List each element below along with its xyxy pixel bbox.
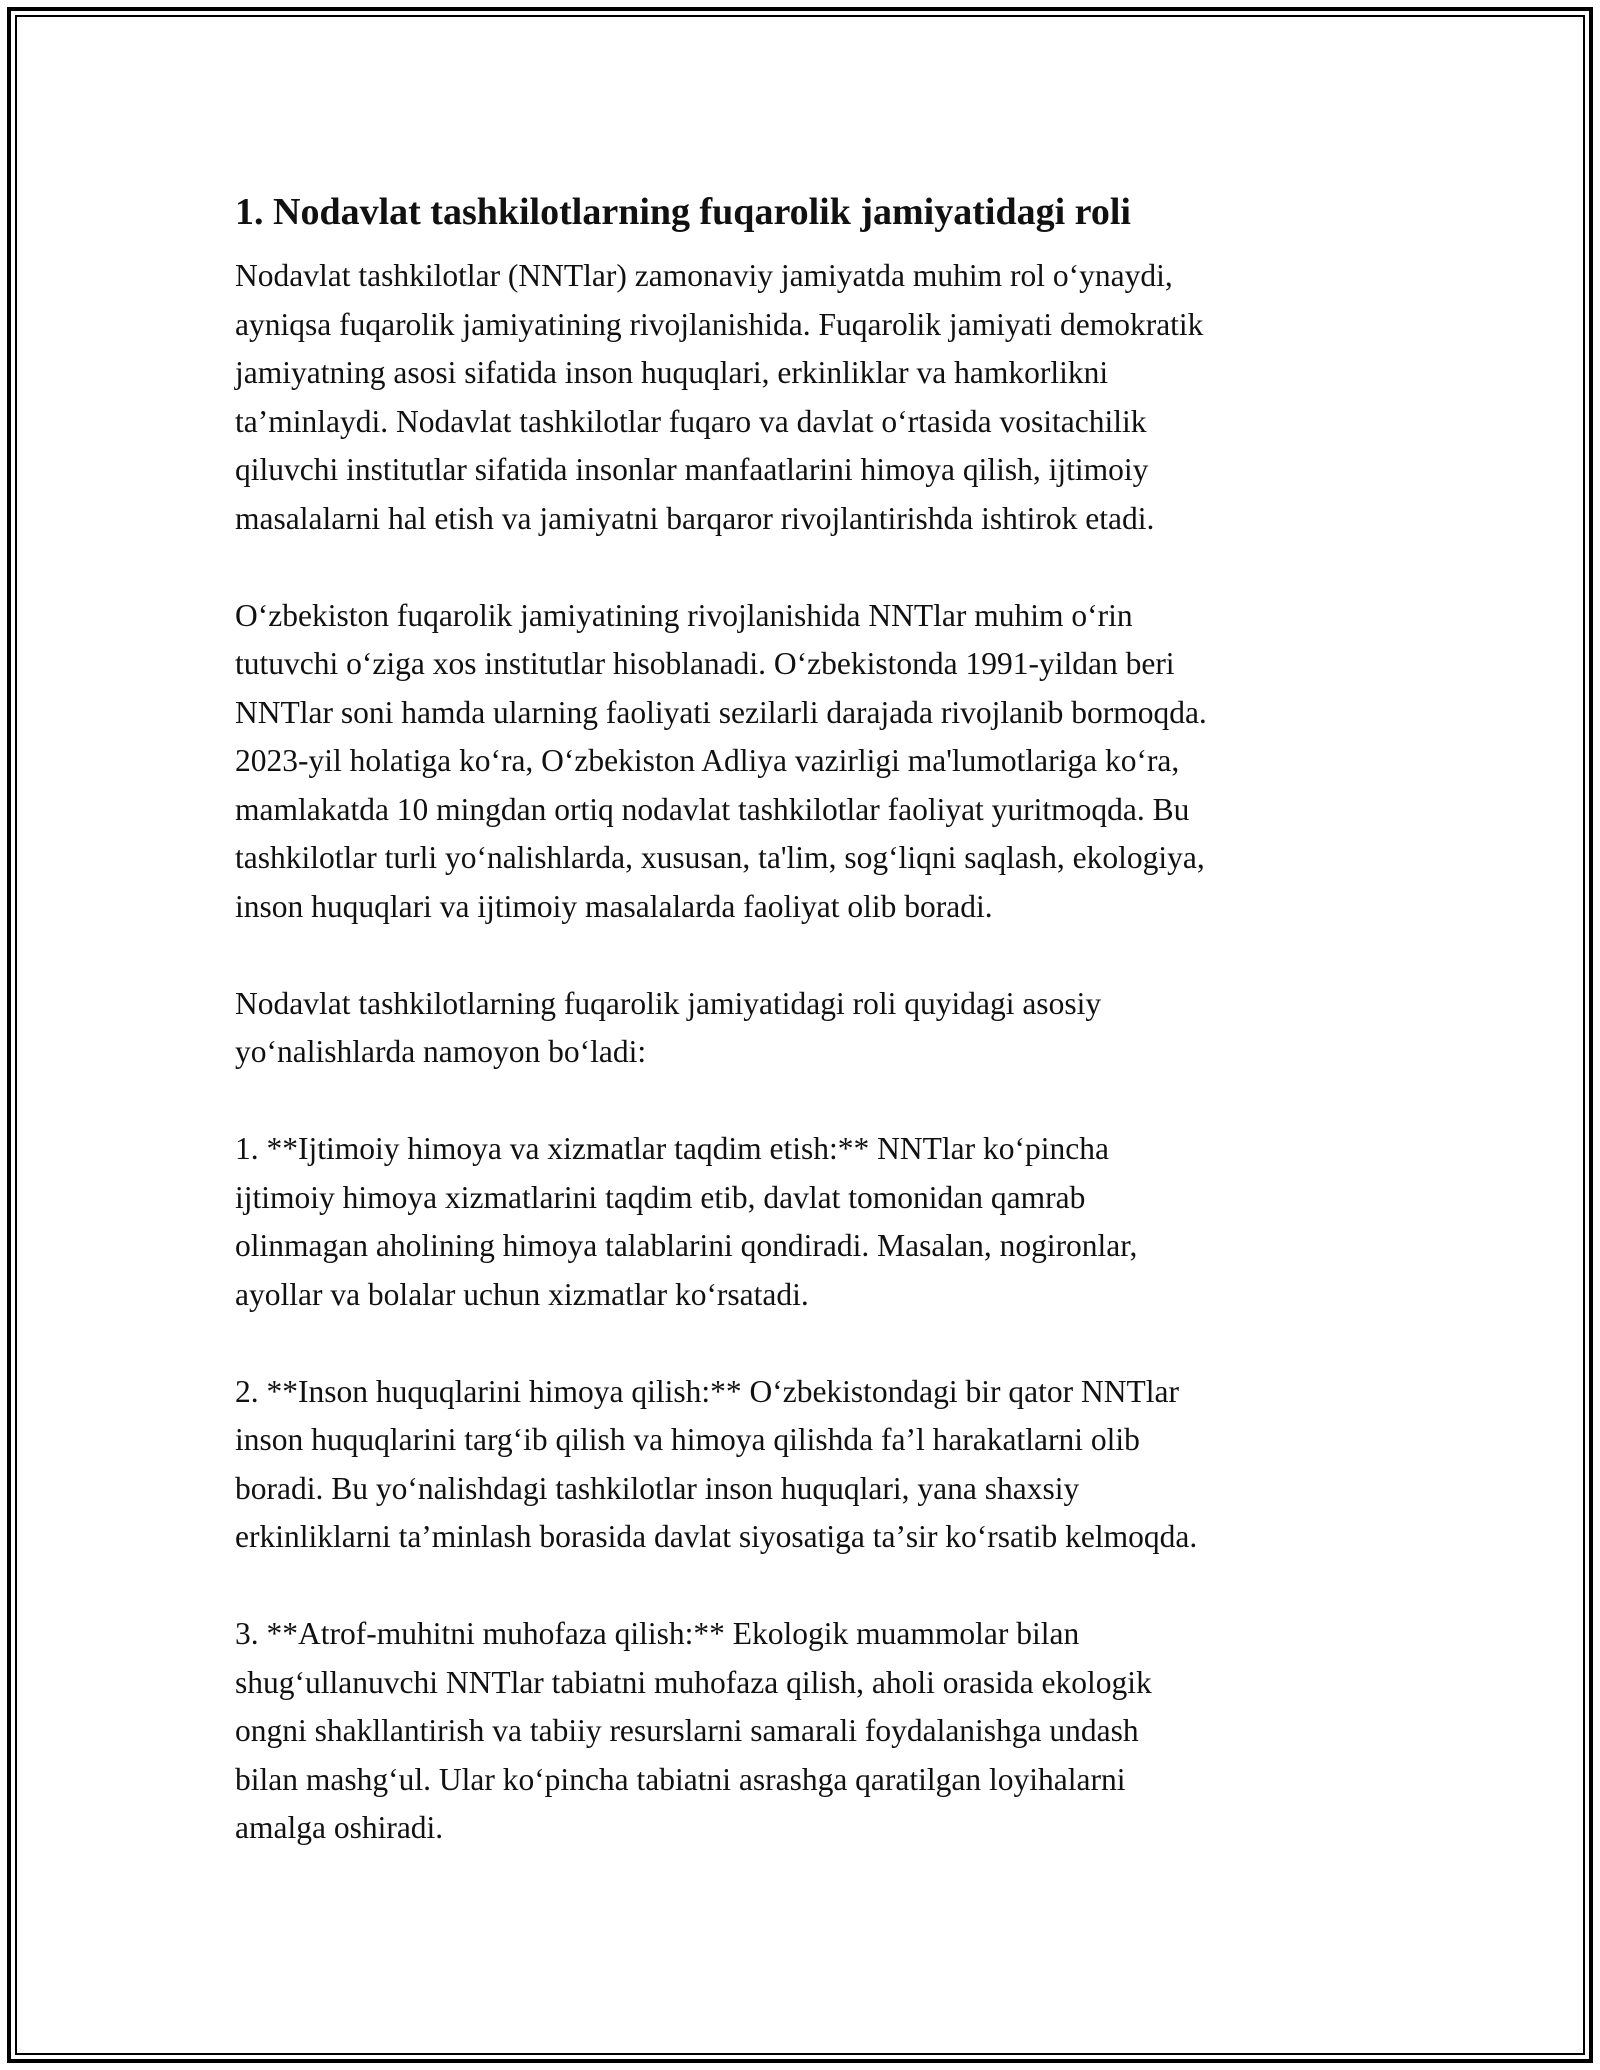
paragraph-line: boradi. Bu yoʻnalishdagi tashkilotlar inson huquqlari, yana shaxsiy	[235, 1470, 1080, 1506]
paragraph-line: Nodavlat tashkilotlarning fuqarolik jamiyatidagi roli quyidagi asosiy	[235, 985, 1102, 1021]
paragraph-line: Oʻzbekiston fuqarolik jamiyatining rivojlanishida NNTlar muhim oʻrin	[235, 597, 1133, 633]
list-item-human-rights	[235, 1368, 1375, 1562]
document-title: 1. Nodavlat tashkilotlarning fuqarolik jamiyatidagi roli	[235, 191, 1131, 233]
paragraph-line: tashkilotlar turli yoʻnalishlarda, xususan, ta'lim, sogʻliqni saqlash, ekologiya,	[235, 840, 1205, 875]
paragraph-directions-intro	[235, 980, 1375, 1077]
paragraph-intro	[235, 252, 1375, 543]
paragraph-line: ayniqsa fuqarolik jamiyatining rivojlanishida. Fuqarolik jamiyati demokratik	[235, 306, 1204, 342]
paragraph-line: ijtimoiy himoya xizmatlarini taqdim etib, davlat tomonidan qamrab	[235, 1179, 1086, 1215]
paragraph-line: taʼminlaydi. Nodavlat tashkilotlar fuqaro va davlat oʻrtasida vositachilik	[235, 403, 1147, 439]
paragraph-line: 2023-yil holatiga koʻra, Oʻzbekiston Adliya vazirligi ma'lumotlariga koʻra,	[235, 743, 1180, 778]
paragraph-line: tutuvchi oʻziga xos institutlar hisoblanadi. Oʻzbekistonda 1991-yildan beri	[235, 646, 1175, 681]
paragraph-line: amalga oshiradi.	[235, 1810, 444, 1845]
paragraph-line: Nodavlat tashkilotlar (NNTlar) zamonaviy jamiyatda muhim rol oʻynaydi,	[235, 258, 1173, 293]
paragraph-line: NNTlar soni hamda ularning faoliyati sezilarli darajada rivojlanib bormoqda.	[235, 694, 1207, 730]
paragraph-line: ongni shakllantirish va tabiiy resurslarni samarali foydalanishga undash	[235, 1713, 1139, 1748]
paragraph-line: ayollar va bolalar uchun xizmatlar koʻrsatadi.	[235, 1276, 809, 1312]
paragraph-line: olinmagan aholining himoya talablarini qondiradi. Masalan, nogironlar,	[235, 1228, 1138, 1263]
paragraph-line: inson huquqlarini targʻib qilish va himoya qilishda faʼl harakatlarni olib	[235, 1422, 1140, 1457]
document-body	[235, 186, 1375, 1853]
paragraph-line: 1. **Ijtimoiy himoya va xizmatlar taqdim etish:** NNTlar koʻpincha	[235, 1131, 1109, 1166]
paragraph-line: bilan mashgʻul. Ular koʻpincha tabiatni asrashga qaratilgan loyihalarni	[235, 1761, 1126, 1797]
paragraph-line: mamlakatda 10 mingdan ortiq nodavlat tashkilotlar faoliyat yuritmoqda. Bu	[235, 791, 1190, 827]
paragraph-line: yoʻnalishlarda namoyon boʻladi:	[235, 1034, 647, 1069]
paragraph-line: inson huquqlari va ijtimoiy masalalarda faoliyat olib boradi.	[235, 888, 993, 924]
paragraph-line: erkinliklarni taʼminlash borasida davlat siyosatiga taʼsir koʻrsatib kelmoqda.	[235, 1519, 1198, 1554]
paragraph-line: jamiyatning asosi sifatida inson huquqlari, erkinliklar va hamkorlikni	[235, 355, 1109, 390]
paragraph-line: shugʻullanuvchi NNTlar tabiatni muhofaza qilish, aholi orasida ekologik	[235, 1664, 1152, 1700]
paragraph-line: 3. **Atrof-muhitni muhofaza qilish:** Ekologik muammolar bilan	[235, 1616, 1080, 1651]
list-item-social-protection	[235, 1125, 1375, 1319]
list-item-environment	[235, 1610, 1375, 1853]
paragraph-line: 2. **Inson huquqlarini himoya qilish:** Oʻzbekistondagi bir qator NNTlar	[235, 1373, 1179, 1409]
paragraph-uzbekistan	[235, 592, 1375, 932]
paragraph-line: masalalarni hal etish va jamiyatni barqaror rivojlantirishda ishtirok etadi.	[235, 500, 1155, 536]
paragraph-line: qiluvchi institutlar sifatida insonlar manfaatlarini himoya qilish, ijtimoiy	[235, 452, 1149, 487]
